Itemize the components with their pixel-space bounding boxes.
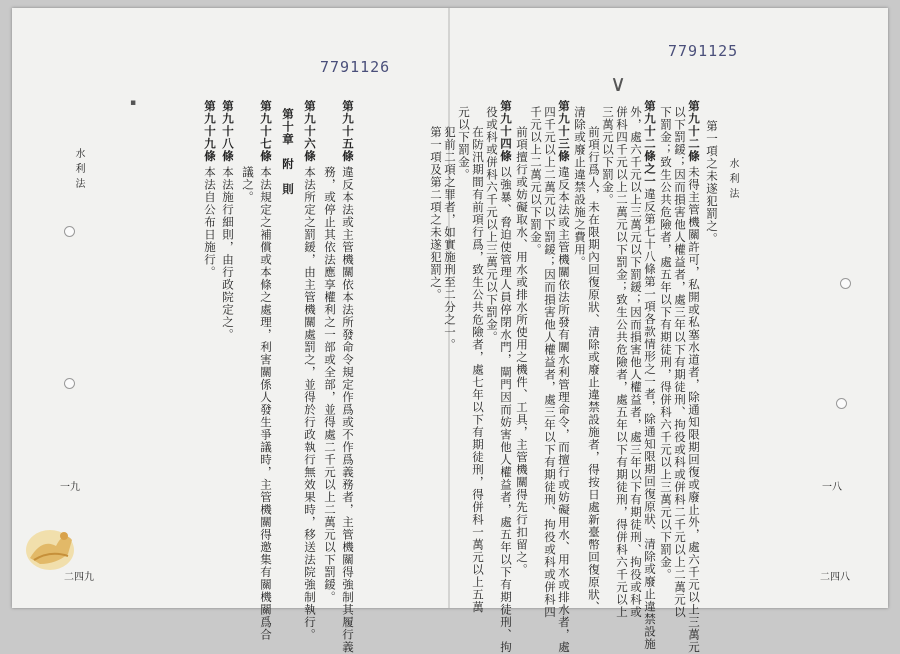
article-text: 違反本法或主管機關依本法所發命令規定作爲或不作爲義務者，主管機關得強制其履行義 — [341, 166, 355, 654]
article-text: 違反本法或主管機關依法所發有關水利管理命令，而擅行或妨礙用水、用水或排水者，處 — [557, 166, 571, 654]
article-text: 前項擅行或妨礙取水、用水或排水所使用之機件、工具，主管機關得先行扣留之。 — [515, 126, 529, 576]
article-text: 併科四千元以上二萬元以下罰金；致生公共危險者，處五年以下有期徒刑，得併科六千元以上 — [615, 106, 629, 619]
left-library-page: 二四九 — [64, 572, 94, 583]
article-text: 役或科或併科六千元以上三萬元以下罰金。 — [485, 106, 499, 344]
left-page — [12, 8, 448, 654]
article-text: 以強暴、脅迫使管理人員停閉水門，閘門因而妨害他人權益者，處五年以下有期徒刑、拘 — [499, 166, 513, 654]
article-text: 千元以上二萬元以下罰金。 — [529, 106, 543, 256]
article-heading: 第九十六條 — [303, 100, 317, 163]
article-heading: 第九十八條 — [221, 100, 235, 163]
article-heading: 第九十三條 — [557, 100, 571, 163]
article-text: 本法所定之罰鍰，由主管機關處罰之，並得於行政執行無效果時，移送法院強制執行。 — [303, 166, 317, 641]
punch-hole — [64, 378, 75, 389]
article-heading: 第九十四條 — [499, 100, 513, 163]
article-text: 以下罰鍰；因而損害他人權益者，處三年以下有期徒刑、拘役或科或併科二千元以上二萬元以 — [673, 106, 687, 619]
right-page — [429, 8, 888, 654]
article-text: 議之。 — [241, 166, 255, 204]
article-heading: 第九十五條 — [341, 100, 355, 163]
article-text: 下罰金；致生公共危險者，處五年以下有期徒刑，得併科六千元以上三萬元以下罰金。 — [659, 106, 673, 581]
article-heading: 第九十二條 — [687, 100, 701, 163]
article-text: 在防汛期間有前項行爲，致生公共危險者，處七年以下有期徒刑，得併科一萬元以上五萬 — [471, 126, 485, 614]
chapter-heading: 第十章 附 則 — [281, 108, 295, 196]
article-text: 清除或廢止違禁設施之費用。 — [573, 106, 587, 269]
handwritten-check-mark: ∨ — [610, 72, 627, 97]
article-heading: 第九十二條之一 — [643, 100, 657, 188]
article-text: 四千元以上二萬元以下罰鍰；因而損害他人權益者，處三年以下有期徒刑、拘役或科或併科四 — [543, 106, 557, 619]
article-text: 前項行爲人，未在限期內回復原狀、清除或廢止違禁設施者，得按日處新臺幣回復原狀、 — [587, 126, 601, 614]
left-page-number: 一九 — [60, 482, 80, 493]
article-text: 違反第七十八條第一項各款情形之一者，除通知限期回復原狀、清除或廢止違禁設施 — [643, 188, 657, 651]
article-text: 元以下罰金。 — [457, 106, 471, 181]
article-text: 本法規定之補償或本條之處理，利害關係人發生爭議時，主管機關得邀集有關機關爲合 — [259, 166, 273, 641]
punch-hole — [840, 278, 851, 289]
right-page-number: 一八 — [822, 482, 842, 493]
article-text: 本法施行細則，由行政院定之。 — [221, 166, 235, 341]
right-page-stamp: 7791125 — [668, 42, 739, 60]
article-text: 三萬元以下罰金。 — [601, 106, 615, 206]
article-text: 第一項之未遂犯罰之。 — [705, 120, 719, 245]
left-running-title: 水 利 法 — [73, 148, 84, 190]
article-text: 第一項及第二項之未遂犯罰之。 — [429, 126, 443, 301]
article-text: 務，或停止其依法應享權利之一部或全部，並得處二千元以上二萬元以下罰鍰。 — [323, 166, 337, 604]
speck: ▪ — [130, 98, 137, 108]
article-text: 犯前二項之罪者，如實施刑至二分之一。 — [443, 126, 457, 351]
article-heading: 第九十九條 — [203, 100, 217, 163]
left-page-stamp: 7791126 — [320, 58, 391, 76]
article-text: 外，處六千元以上三萬元以下罰鍰；因而損害他人權益者，處三年以下有期徒刑、拘役或科或 — [629, 106, 643, 619]
article-text: 未得主管機關許可，私開或私塞水道者，除通知限期回復或廢止外，處六千元以上三萬元 — [687, 166, 701, 654]
right-running-title: 水 利 法 — [727, 158, 738, 200]
punch-hole — [64, 226, 75, 237]
punch-hole — [836, 398, 847, 409]
article-heading: 第九十七條 — [259, 100, 273, 163]
library-logo-icon — [20, 520, 78, 576]
right-library-page: 二四八 — [820, 572, 850, 583]
article-text: 本法自公布日施行。 — [203, 166, 217, 279]
